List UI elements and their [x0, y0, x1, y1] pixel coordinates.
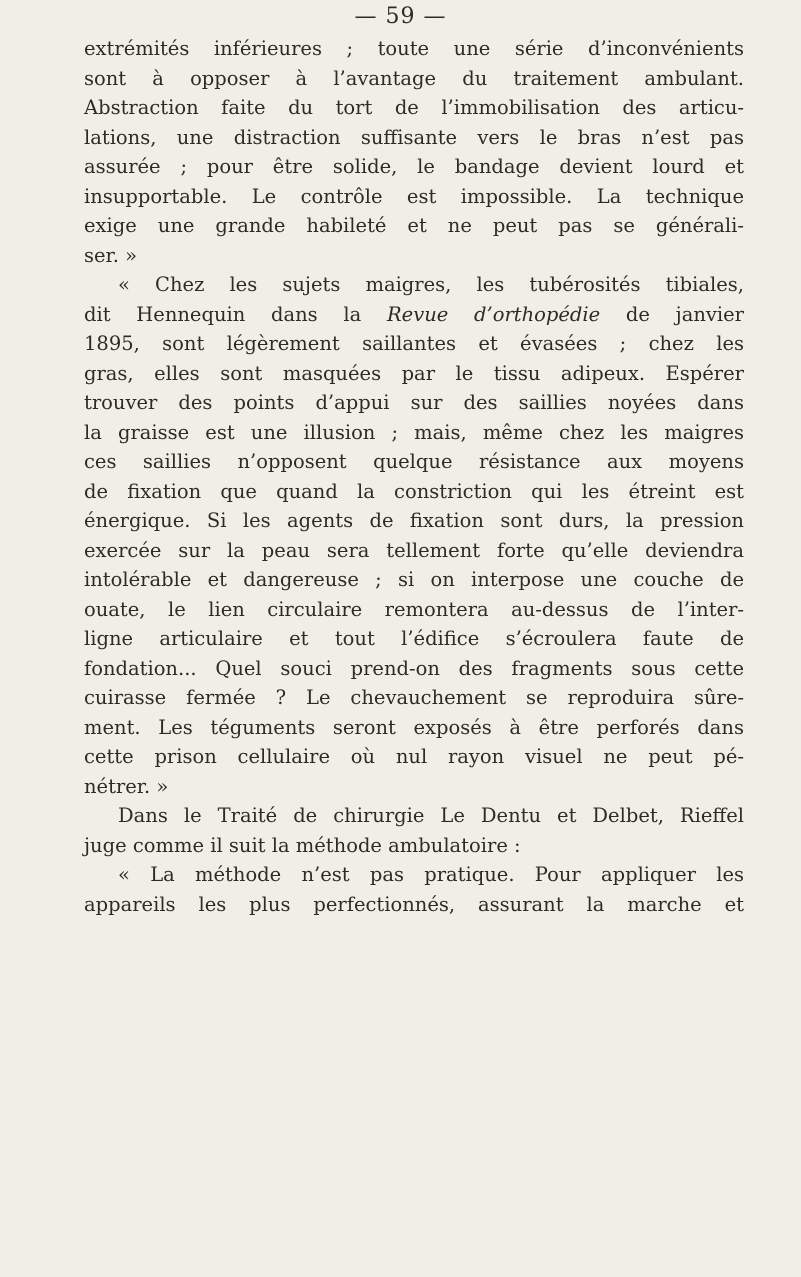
page-number: — 59 —: [354, 4, 447, 29]
text-line: la graisse est une illusion ; mais, même chez les maigres: [84, 420, 744, 444]
text-line: Dans le Traité de chirurgie Le Dentu et Delbet, Rieffel: [118, 804, 744, 827]
text-line: « Chez les sujets maigres, les tubérosités tibiales,: [118, 273, 744, 296]
text-line: juge comme il suit la méthode ambulatoire :: [84, 833, 521, 857]
text-segment: dit Hennequin dans la: [84, 302, 387, 326]
text-line: ser. »: [84, 243, 138, 267]
text-line: ouate, le lien circulaire remontera au-dessus de l’inter-: [84, 597, 744, 621]
text-line: lations, une distraction suffisante vers le bras n’est pas: [84, 125, 744, 149]
text-line: de fixation que quand la constriction qui les étreint est: [84, 479, 744, 503]
text-line: gras, elles sont masquées par le tissu adipeux. Espérer: [84, 361, 744, 385]
text-line: appareils les plus perfectionnés, assurant la marche et: [84, 892, 744, 916]
text-line: fondation... Quel souci prend-on des fragments sous cette: [84, 656, 744, 680]
text-line: ment. Les téguments seront exposés à être perforés dans: [84, 715, 744, 739]
text-line: ligne articulaire et tout l’édifice s’écroulera faute de: [84, 627, 744, 650]
text-line: trouver des points d’appui sur des saillies noyées dans: [84, 391, 744, 414]
text-line: assurée ; pour être solide, le bandage devient lourd et: [84, 155, 744, 178]
text-line: sont à opposer à l’avantage du traitement ambulant.: [84, 66, 744, 90]
text-line: « La méthode n’est pas pratique. Pour appliquer les: [118, 863, 744, 886]
paragraph-4: [84, 860, 744, 919]
text-line-with-citation: [84, 300, 744, 330]
paragraph-3: [84, 801, 744, 860]
text-line: Abstraction faite du tort de l’immobilisation des articu-: [84, 96, 744, 119]
text-line: exige une grande habileté et ne peut pas se générali-: [84, 214, 744, 237]
text-line: cette prison cellulaire où nul rayon visuel ne peut pé-: [84, 745, 744, 768]
text-line: extrémités inférieures ; toute une série d’inconvénients: [84, 37, 744, 60]
text-line: ces saillies n’opposent quelque résistance aux moyens: [84, 450, 744, 473]
paragraph-2: [84, 270, 744, 801]
text-line: énergique. Si les agents de fixation sont durs, la pression: [84, 509, 744, 532]
text-line: 1895, sont légèrement saillantes et évasées ; chez les: [84, 332, 744, 355]
text-line: insupportable. Le contrôle est impossible. La technique: [84, 184, 744, 208]
body-text: [84, 34, 744, 919]
text-line: exercée sur la peau sera tellement forte qu’elle deviendra: [84, 538, 744, 562]
paragraph-1: [84, 34, 744, 270]
text-line: nétrer. »: [84, 774, 169, 798]
text-segment: de janvier: [600, 302, 744, 326]
text-line: cuirasse fermée ? Le chevauchement se reproduira sûre-: [84, 686, 744, 709]
text-line: intolérable et dangereuse ; si on interpose une couche de: [84, 568, 744, 591]
journal-title: Revue d’orthopédie: [386, 302, 601, 326]
